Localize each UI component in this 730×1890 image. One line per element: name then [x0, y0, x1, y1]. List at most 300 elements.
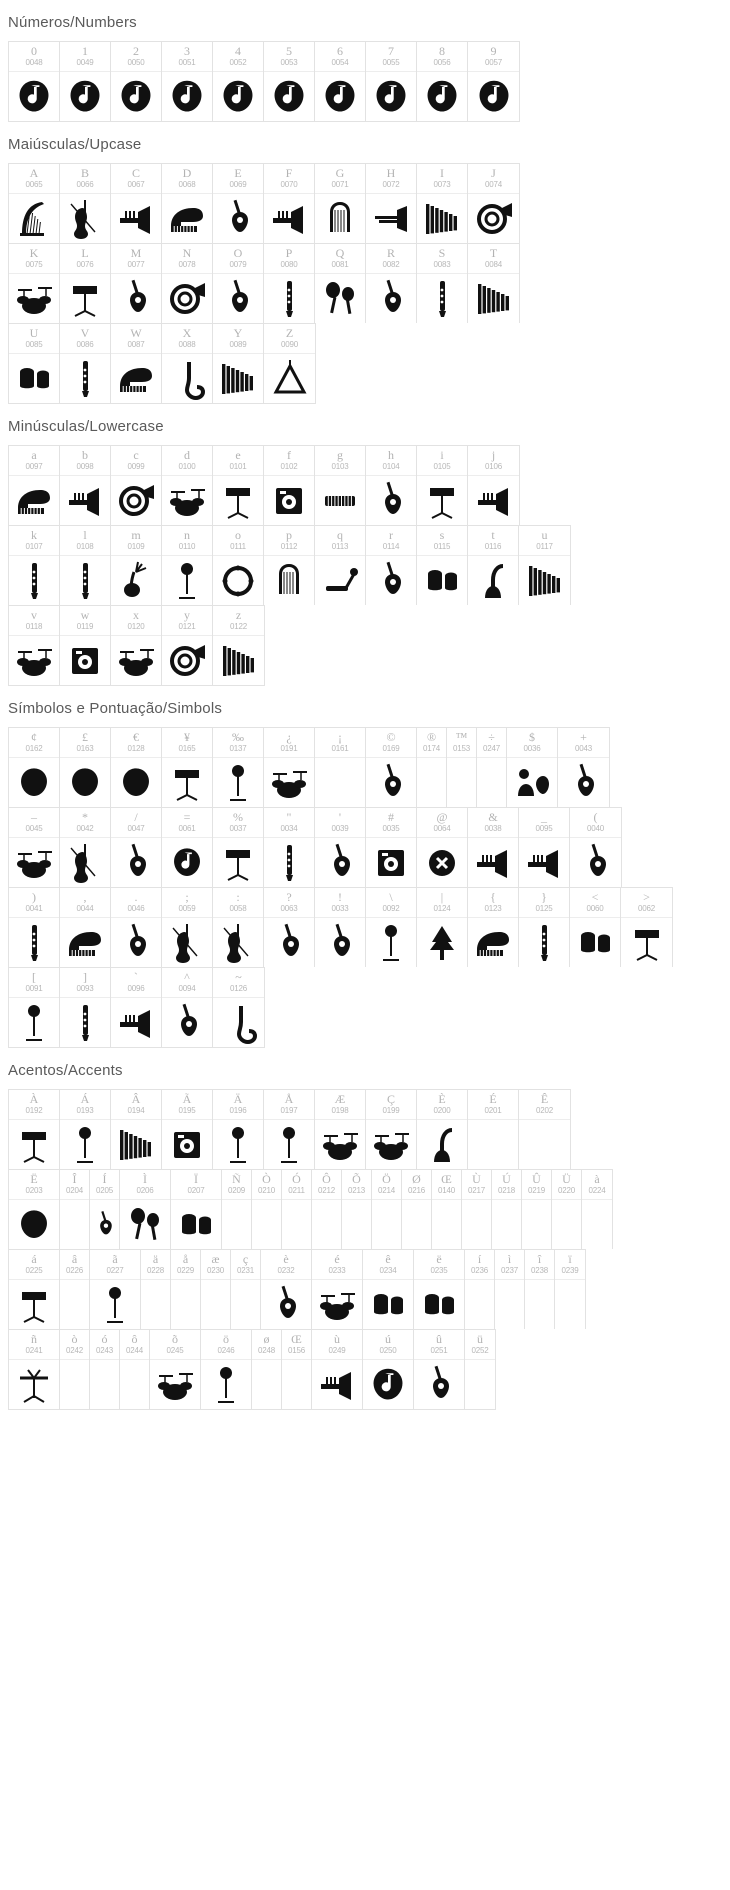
glyph-cell[interactable]: [9, 164, 60, 243]
trumpet-outline-3-icon: [468, 838, 518, 887]
glyph-cell[interactable]: [417, 526, 468, 605]
guitar-neck-icon: [315, 918, 365, 967]
glyph-code: 0100: [178, 462, 196, 471]
glyph-code: 0094: [178, 984, 196, 993]
glyph-cell[interactable]: [507, 728, 558, 807]
glyph-cell[interactable]: [60, 526, 111, 605]
glyph-cell[interactable]: [162, 42, 213, 121]
glyph-code: 0109: [127, 542, 145, 551]
glyph-cell[interactable]: [468, 164, 519, 243]
glyph-code: 0062: [638, 904, 655, 913]
glyph-cell[interactable]: [363, 1250, 414, 1329]
glyph-cell[interactable]: [60, 1170, 90, 1249]
glyph-cell[interactable]: [60, 1250, 90, 1329]
glyph-cell[interactable]: [213, 164, 264, 243]
glyph-cell[interactable]: [468, 42, 519, 121]
glyph-character: ©: [386, 730, 396, 744]
drumstick-icon: [417, 274, 467, 323]
glyph-character: !: [338, 890, 342, 904]
glyph-cell[interactable]: [201, 1330, 252, 1409]
sheet-music-icon: [162, 758, 212, 807]
glyph-character: :: [236, 890, 240, 904]
glyph-cell[interactable]: [201, 1250, 231, 1329]
glyph-cell[interactable]: [162, 728, 213, 807]
glyph-cell[interactable]: [9, 324, 60, 403]
glyph-cell[interactable]: [111, 446, 162, 525]
glyph-cell[interactable]: [213, 728, 264, 807]
glyph-cell[interactable]: [111, 526, 162, 605]
glyph-character: ?: [286, 890, 292, 904]
glyph-cell[interactable]: [162, 888, 213, 967]
glyph-cell[interactable]: [282, 1170, 312, 1249]
glyph-cell[interactable]: [264, 324, 315, 403]
glyph-cell[interactable]: [213, 526, 264, 605]
glyph-cell[interactable]: [366, 728, 417, 807]
glyph-cell[interactable]: [315, 244, 366, 323]
glyph-character: =: [183, 810, 191, 824]
glyph-cell[interactable]: [162, 808, 213, 887]
glyph-cell[interactable]: [264, 888, 315, 967]
guitar-outline-2-icon: [570, 838, 621, 887]
glyph-cell[interactable]: [60, 324, 111, 403]
glyph-cell[interactable]: [9, 1250, 60, 1329]
glyph-cell[interactable]: [171, 1170, 222, 1249]
glyph-code: 0137: [229, 744, 247, 753]
blank-icon: [120, 1360, 149, 1409]
glyph-character: U: [29, 326, 39, 340]
glyph-cell[interactable]: [417, 728, 447, 807]
glyph-cell[interactable]: [213, 808, 264, 887]
glyph-character: Æ: [334, 1092, 346, 1106]
glyph-header: [468, 808, 518, 838]
glyph-cell[interactable]: [120, 1330, 150, 1409]
cymbal-stand-icon: [9, 1360, 59, 1409]
glyph-code: 0207: [187, 1186, 205, 1195]
glyph-cell[interactable]: [312, 1330, 363, 1409]
glyph-cell[interactable]: [315, 446, 366, 525]
glyph-cell[interactable]: [252, 1170, 282, 1249]
french-horn-3-icon: [162, 636, 212, 685]
glyph-cell[interactable]: [468, 808, 519, 887]
glyph-cell[interactable]: [213, 606, 264, 685]
glyph-code: 0195: [178, 1106, 196, 1115]
glyph-cell[interactable]: [111, 888, 162, 967]
glyph-cell[interactable]: [213, 244, 264, 323]
glyph-cell[interactable]: [111, 1090, 162, 1169]
glyph-header: [9, 324, 59, 354]
glyph-header: [264, 526, 314, 556]
glyph-cell[interactable]: [261, 1250, 312, 1329]
glyph-header: [60, 244, 110, 274]
glyph-row: [8, 727, 610, 807]
glyph-header: [150, 1330, 200, 1360]
glyph-code: 0102: [280, 462, 298, 471]
glyph-cell[interactable]: [111, 606, 162, 685]
glyph-header: [417, 728, 446, 758]
glyph-cell[interactable]: [264, 244, 315, 323]
glyph-code: 0057: [485, 58, 502, 67]
note-squiggle-icon: [468, 72, 519, 121]
glyph-header: [417, 888, 467, 918]
glyph-cell[interactable]: [9, 1090, 60, 1169]
glyph-code: 0214: [378, 1186, 395, 1195]
glyph-cell[interactable]: [465, 1250, 495, 1329]
glyph-cell[interactable]: [213, 968, 264, 1047]
glyph-character: ': [338, 810, 342, 824]
glyph-cell[interactable]: [582, 1170, 612, 1249]
glyph-character: N: [182, 246, 192, 260]
glyph-cell[interactable]: [555, 1250, 585, 1329]
glyph-cell[interactable]: [264, 728, 315, 807]
glyph-code: 0103: [331, 462, 349, 471]
glyph-cell[interactable]: [552, 1170, 582, 1249]
glyph-code: 0247: [483, 744, 500, 753]
glyph-code: 0066: [76, 180, 94, 189]
glyph-code: 0106: [485, 462, 502, 471]
glyph-cell[interactable]: [519, 808, 570, 887]
glyph-character: r: [389, 528, 393, 542]
glyph-cell[interactable]: [162, 1090, 213, 1169]
glyph-cell[interactable]: [366, 164, 417, 243]
glyph-cell[interactable]: [9, 606, 60, 685]
glyph-cell[interactable]: [264, 164, 315, 243]
bongos-2-icon: [363, 1280, 413, 1329]
lyre-icon: [315, 194, 365, 243]
glyph-cell[interactable]: [60, 606, 111, 685]
glyph-header: [111, 728, 161, 758]
glyph-character: x: [133, 608, 139, 622]
glyph-cell[interactable]: [366, 446, 417, 525]
glyph-cell[interactable]: [570, 888, 621, 967]
glyph-cell[interactable]: [213, 42, 264, 121]
glyph-header: [402, 1170, 431, 1200]
glyph-cell[interactable]: [213, 888, 264, 967]
glyph-character: [: [32, 970, 36, 984]
glyph-cell[interactable]: [342, 1170, 372, 1249]
glyph-cell[interactable]: [264, 808, 315, 887]
glyph-header: [252, 1170, 281, 1200]
music-stand-2-icon: [213, 476, 263, 525]
glyph-cell[interactable]: [60, 888, 111, 967]
glyph-cell[interactable]: [462, 1170, 492, 1249]
glyph-code: 0243: [96, 1346, 113, 1355]
glyph-cell[interactable]: [60, 164, 111, 243]
glyph-cell[interactable]: [60, 244, 111, 323]
guitar-body-icon: [366, 556, 416, 605]
glyph-cell[interactable]: [417, 446, 468, 525]
glyph-cell[interactable]: [522, 1170, 552, 1249]
glyph-character: B: [80, 166, 89, 180]
glyph-cell[interactable]: [366, 888, 417, 967]
glyph-code: 0224: [588, 1186, 606, 1195]
glyph-cell[interactable]: [9, 808, 60, 887]
music-stand-5-icon: [9, 1120, 59, 1169]
glyph-cell[interactable]: [495, 1250, 525, 1329]
glyph-cell[interactable]: [111, 244, 162, 323]
glyph-cell[interactable]: [60, 446, 111, 525]
glyph-code: 0075: [25, 260, 43, 269]
tambourine-icon: [213, 556, 263, 605]
glyph-character: o: [235, 528, 241, 542]
clarinet-2-icon: [264, 838, 314, 887]
glyph-character: d: [184, 448, 190, 462]
glyph-cell[interactable]: [9, 42, 60, 121]
glyph-cell[interactable]: [432, 1170, 462, 1249]
glyph-cell[interactable]: [111, 42, 162, 121]
glyph-character: (: [593, 810, 598, 824]
glyph-cell[interactable]: [60, 1330, 90, 1409]
glyph-cell[interactable]: [417, 888, 468, 967]
banjo-icon: [111, 274, 161, 323]
drum-kit-5-icon: [150, 1360, 200, 1409]
glyph-cell[interactable]: [468, 526, 519, 605]
trumpet-outline-2-icon: [468, 476, 519, 525]
glyph-code: 0101: [229, 462, 247, 471]
glyph-cell[interactable]: [60, 808, 111, 887]
glyph-header: [201, 1250, 230, 1280]
glyph-cell[interactable]: [9, 1170, 60, 1249]
glyph-cell[interactable]: [519, 526, 570, 605]
glyph-cell[interactable]: [363, 1330, 414, 1409]
glyph-code: 0068: [178, 180, 196, 189]
glyph-cell[interactable]: [264, 42, 315, 121]
glyph-character: ¿: [286, 730, 292, 744]
glyph-cell[interactable]: [264, 1090, 315, 1169]
glyph-character: ó: [101, 1332, 108, 1346]
glyph-cell[interactable]: [90, 1330, 120, 1409]
maracas-2-icon: [120, 1200, 170, 1249]
glyph-header: [621, 888, 672, 918]
glyph-code: 0252: [471, 1346, 489, 1355]
blank-icon: [582, 1200, 612, 1249]
glyph-cell[interactable]: [372, 1170, 402, 1249]
glyph-cell[interactable]: [366, 808, 417, 887]
drum-set-icon: [162, 476, 212, 525]
glyph-character: à: [594, 1172, 600, 1186]
glyph-character: ù: [334, 1332, 340, 1346]
glyph-code: 0231: [237, 1266, 254, 1275]
blank-icon: [252, 1200, 281, 1249]
glyph-cell[interactable]: [111, 808, 162, 887]
glyph-cell[interactable]: [120, 1170, 171, 1249]
glyph-cell[interactable]: [402, 1170, 432, 1249]
glyph-code: 0074: [485, 180, 502, 189]
glyph-header: [111, 968, 161, 998]
glyph-code: 0114: [382, 542, 400, 551]
glyph-cell[interactable]: [231, 1250, 261, 1329]
glyph-cell[interactable]: [417, 1090, 468, 1169]
glyph-character: m: [131, 528, 141, 542]
glyph-cell[interactable]: [264, 446, 315, 525]
glyph-cell[interactable]: [213, 324, 264, 403]
glyph-cell[interactable]: [519, 1090, 570, 1169]
glyph-header: [312, 1330, 362, 1360]
glyph-cell[interactable]: [414, 1250, 465, 1329]
glyph-code: 0092: [382, 904, 400, 913]
glyph-code: 0107: [25, 542, 43, 551]
glyph-cell[interactable]: [312, 1170, 342, 1249]
glyph-code: 0202: [536, 1106, 553, 1115]
glyph-cell[interactable]: [162, 446, 213, 525]
glyph-cell[interactable]: [162, 606, 213, 685]
blank-icon: [312, 1200, 341, 1249]
harmonica-icon: [315, 476, 365, 525]
glyph-cell[interactable]: [111, 728, 162, 807]
glyph-code: 0053: [280, 58, 298, 67]
glyph-cell[interactable]: [162, 324, 213, 403]
glyph-code: 0111: [230, 542, 246, 551]
glyph-cell[interactable]: [162, 526, 213, 605]
glyph-cell[interactable]: [468, 888, 519, 967]
glyph-cell[interactable]: [111, 968, 162, 1047]
glyph-header: [522, 1170, 551, 1200]
glyph-cell[interactable]: [525, 1250, 555, 1329]
glyph-cell[interactable]: [315, 42, 366, 121]
glyph-cell[interactable]: [90, 1250, 141, 1329]
glyph-cell[interactable]: [162, 968, 213, 1047]
glyph-cell[interactable]: [60, 968, 111, 1047]
glyph-cell[interactable]: [9, 888, 60, 967]
glyph-cell[interactable]: [315, 808, 366, 887]
glyph-cell[interactable]: [468, 1090, 519, 1169]
glyph-header: [111, 1090, 161, 1120]
glyph-code: 0110: [178, 542, 196, 551]
glyph-cell[interactable]: [315, 526, 366, 605]
glyph-cell[interactable]: [315, 1090, 366, 1169]
glyph-header: [417, 808, 467, 838]
glyph-cell[interactable]: [9, 728, 60, 807]
glyph-cell[interactable]: [417, 42, 468, 121]
blank-icon: [372, 1200, 401, 1249]
glyph-cell[interactable]: [213, 446, 264, 525]
glyph-cell[interactable]: [90, 1170, 120, 1249]
glyph-cell[interactable]: [9, 244, 60, 323]
keyboard-flat-icon: [213, 636, 264, 685]
music-stand-4-icon: [621, 918, 672, 967]
glyph-code: 0121: [178, 622, 196, 631]
glyph-code: 0199: [382, 1106, 400, 1115]
glyph-cell[interactable]: [465, 1330, 495, 1409]
french-horn-2-icon: [162, 274, 212, 323]
glyph-character: \: [389, 890, 393, 904]
glyph-cell[interactable]: [222, 1170, 252, 1249]
music-stand-6-icon: [9, 1280, 59, 1329]
glyph-code: 0232: [277, 1266, 295, 1275]
glyph-section: [0, 1052, 730, 1410]
glyph-code: 0244: [126, 1346, 143, 1355]
glyph-cell[interactable]: [366, 244, 417, 323]
glyph-header: [9, 606, 59, 636]
glyph-row: [8, 323, 316, 404]
amplifier-icon: [264, 476, 314, 525]
glyph-cell[interactable]: [558, 728, 609, 807]
glyph-cell[interactable]: [150, 1330, 201, 1409]
glyph-header: [60, 42, 110, 72]
glyph-header: [363, 1330, 413, 1360]
glyph-cell[interactable]: [477, 728, 507, 807]
glyph-cell[interactable]: [621, 888, 672, 967]
glyph-character: ™: [455, 730, 468, 744]
glyph-cell[interactable]: [417, 244, 468, 323]
glyph-code: 0082: [382, 260, 400, 269]
glyph-cell[interactable]: [111, 324, 162, 403]
glyph-cell[interactable]: [570, 808, 621, 887]
glyph-cell[interactable]: [315, 164, 366, 243]
glyph-cell[interactable]: [171, 1250, 201, 1329]
glyph-cell[interactable]: [519, 888, 570, 967]
glyph-cell[interactable]: [312, 1250, 363, 1329]
glyph-cell[interactable]: [162, 244, 213, 323]
glyph-cell[interactable]: [447, 728, 477, 807]
glyph-cell[interactable]: [141, 1250, 171, 1329]
glyph-cell[interactable]: [366, 42, 417, 121]
glyph-character: s: [439, 528, 445, 542]
glyph-code: 0037: [229, 824, 247, 833]
bass-drum-icon: [9, 636, 59, 685]
glyph-header: [315, 526, 365, 556]
glyph-row: [8, 1329, 496, 1410]
guitar-pick-icon: [111, 918, 161, 967]
glyph-cell[interactable]: [213, 1090, 264, 1169]
glyph-code: 0122: [230, 622, 247, 631]
glyph-cell[interactable]: [162, 164, 213, 243]
glyph-cell[interactable]: [315, 728, 366, 807]
glyph-cell[interactable]: [282, 1330, 312, 1409]
blank-icon: [201, 1280, 230, 1329]
glyph-cell[interactable]: [9, 1330, 60, 1409]
glyph-cell[interactable]: [414, 1330, 465, 1409]
glyph-cell[interactable]: [468, 244, 519, 323]
glyph-cell[interactable]: [417, 808, 468, 887]
maracas-icon: [315, 274, 365, 323]
glyph-code: 0237: [501, 1266, 518, 1275]
glyph-cell[interactable]: [417, 164, 468, 243]
glyph-row: [8, 163, 520, 243]
glyph-character: A: [29, 166, 39, 180]
glyph-cell[interactable]: [60, 42, 111, 121]
glyph-cell[interactable]: [264, 526, 315, 605]
glyph-cell[interactable]: [9, 446, 60, 525]
blank-icon: [60, 1360, 89, 1409]
glyph-cell[interactable]: [60, 728, 111, 807]
glyph-cell[interactable]: [468, 446, 519, 525]
glyph-character: ò: [71, 1332, 78, 1346]
glyph-code: 0058: [229, 904, 247, 913]
tree-speaker-icon: [417, 918, 467, 967]
note-drop-icon: [264, 72, 314, 121]
glyph-cell[interactable]: [252, 1330, 282, 1409]
glyph-character: Ï: [194, 1172, 198, 1186]
glyph-cell[interactable]: [492, 1170, 522, 1249]
glyph-header: [372, 1170, 401, 1200]
keyboard-rig-icon: [366, 838, 416, 887]
glyph-cell[interactable]: [9, 526, 60, 605]
glyph-cell[interactable]: [9, 968, 60, 1047]
glyph-code: 0084: [485, 260, 502, 269]
glyph-cell[interactable]: [366, 526, 417, 605]
glyph-character: Í: [102, 1172, 107, 1186]
glyph-header: [366, 888, 416, 918]
glyph-cell[interactable]: [366, 1090, 417, 1169]
keyboard-stand-icon: [60, 636, 110, 685]
glyph-cell[interactable]: [315, 888, 366, 967]
glyph-cell[interactable]: [111, 164, 162, 243]
glyph-code: 0046: [127, 904, 145, 913]
glyph-code: 0225: [25, 1266, 43, 1275]
glyph-character: T: [489, 246, 498, 260]
glyph-code: 0242: [66, 1346, 83, 1355]
glyph-cell[interactable]: [60, 1090, 111, 1169]
